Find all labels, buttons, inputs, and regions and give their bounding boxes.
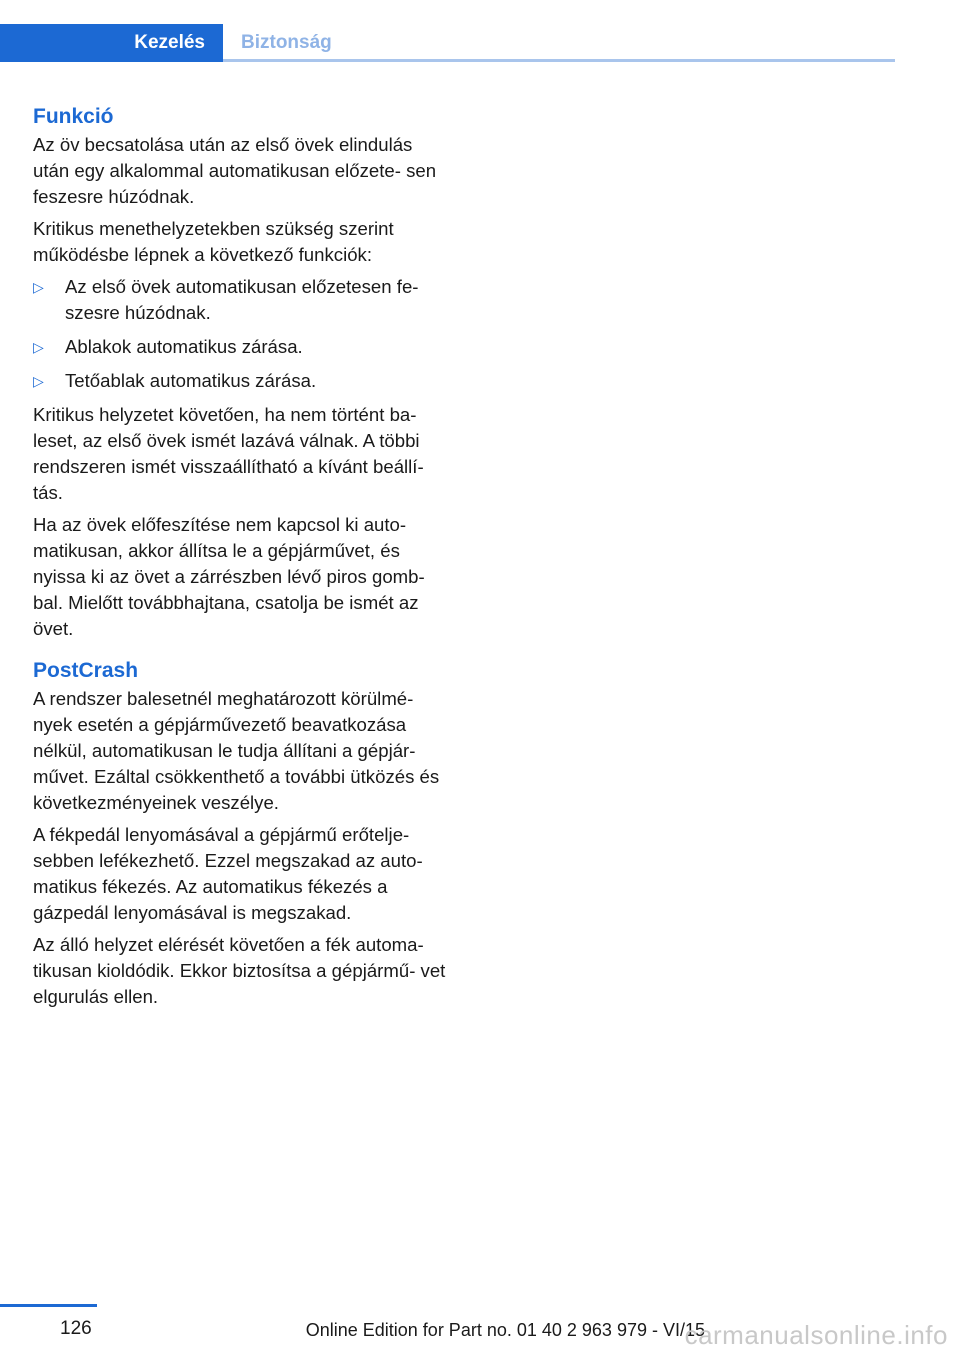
list-item <box>33 368 453 394</box>
section-title-postcrash: PostCrash <box>33 659 139 682</box>
paragraph: Az álló helyzet elérését követően a fék automa- tikusan kioldódik. Ekkor biztosítsa a gépjármű- vet elgurulás ellen. <box>33 934 446 1007</box>
edition-text: Online Edition for Part no. 01 40 2 963 979 - VI/15 <box>305 1320 705 1340</box>
watermark: carmanualsonline.info <box>684 1320 948 1350</box>
paragraph: Ha az övek előfeszítése nem kapcsol ki auto- matikusan, akkor állítsa le a gépjárművet, és nyissa ki az övet a zárrészben lévő piros gomb- bal. Mielőtt továbbhajtana, csatolja be ismét az övet. <box>33 514 425 639</box>
paragraph: Az öv becsatolása után az első övek elindulás után egy alkalommal automatikusan előzete- sen feszesre húzódnak. <box>33 134 437 207</box>
triangle-right-icon: ▷ <box>33 279 44 295</box>
footer-accent-line <box>0 1304 97 1307</box>
tab-underline <box>223 59 895 62</box>
triangle-right-icon: ▷ <box>33 339 44 355</box>
list-item <box>33 334 453 360</box>
list-item-text: Az első övek automatikusan előzetesen fe- szesre húzódnak. <box>65 276 419 323</box>
paragraph: A rendszer balesetnél meghatározott körülmé- nyek esetén a gépjárművezető beavatkozása nélkül, automatikusan le tudja állítani a gépjár- művet. Ezáltal csökkenthető a további ütközés és következményeinek veszélye. <box>33 688 440 813</box>
section-title-funkcio: Funkció <box>33 105 114 128</box>
paragraph: A fékpedál lenyomásával a gépjármű erőtelje- sebben lefékezhető. Ezzel megszakad az auto- matikus fékezés. Az automatikus fékezés a gázpedál lenyomásával is megszakad. <box>33 824 423 923</box>
paragraph: Kritikus menethelyzetekben szükség szerint működésbe lépnek a következő funkciók: <box>33 218 394 265</box>
content-column <box>33 104 453 1016</box>
tab-kezeles[interactable]: Kezelés <box>0 24 223 62</box>
tab-biztonsag[interactable]: Biztonság <box>241 32 332 53</box>
bullet-list <box>33 274 453 394</box>
paragraph: Kritikus helyzetet követően, ha nem történt ba- leset, az első övek ismét lazává válnak. A többi rendszeren ismét visszaállítható a kívánt beállí- tás. <box>33 404 424 503</box>
page-number: 126 <box>60 1318 92 1339</box>
list-item-text: Tetőablak automatikus zárása. <box>65 370 317 391</box>
header-tab-bar <box>0 24 895 62</box>
list-item <box>33 274 453 326</box>
list-item-text: Ablakok automatikus zárása. <box>65 336 303 357</box>
triangle-right-icon: ▷ <box>33 373 44 389</box>
